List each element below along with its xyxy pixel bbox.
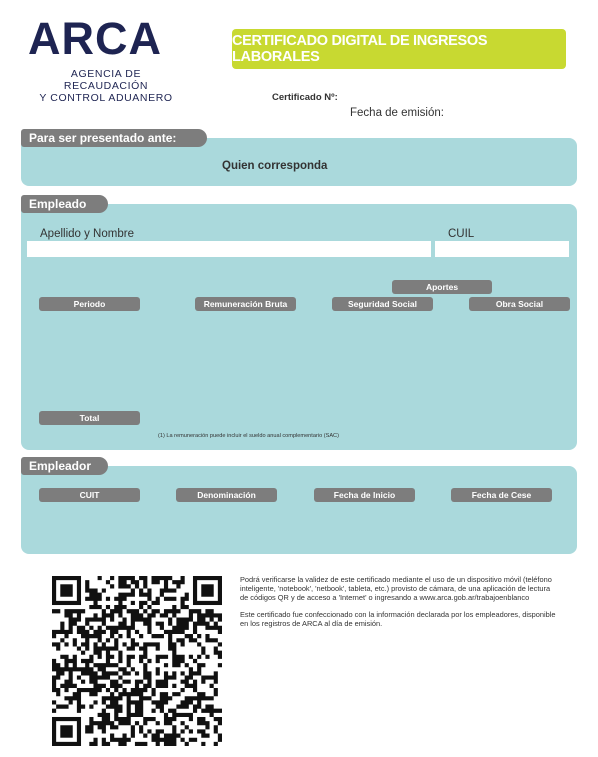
empleador-tab: Empleador	[21, 457, 108, 475]
remuneration-footnote: (1) La remuneración puede incluir el sueldo anual complementario (SAC)	[158, 433, 339, 439]
qr-finder-pattern	[193, 576, 222, 605]
cuil-field	[435, 241, 569, 257]
aportes-header: Aportes	[392, 280, 492, 294]
column-fecha-inicio: Fecha de Inicio	[314, 488, 415, 502]
agency-subtitle-line1: AGENCIA DE RECAUDACIÓN	[63, 68, 149, 92]
arca-logo: ARCA	[28, 13, 162, 64]
qr-code-graphic	[52, 576, 222, 746]
agency-subtitle	[28, 68, 184, 104]
agency-subtitle-line2: Y CONTROL ADUANERO	[39, 92, 173, 104]
column-fecha-cese: Fecha de Cese	[451, 488, 552, 502]
cuil-label: CUIL	[448, 228, 475, 240]
qr-code-icon	[52, 576, 222, 746]
qr-finder-pattern	[52, 717, 81, 746]
total-label: Total	[39, 411, 140, 425]
certificate-number-label: Certificado Nº:	[272, 92, 338, 103]
emission-date-label: Fecha de emisión:	[350, 107, 444, 119]
column-periodo: Periodo	[39, 297, 140, 311]
column-remuneracion-bruta: Remuneración Bruta	[195, 297, 296, 311]
presentado-value: Quien corresponda	[222, 160, 328, 172]
verification-text: Podrá verificarse la validez de este certificado mediante el uso de un dispositivo móvil (teléfono inteligente, 'notebook', 'netbook', tableta, etc.) provisto de cámara, de una aplicación de lectura de códigos QR y de acceso a 'Internet' o ingresando a www.arca.gob.ar/trabajoenblanco	[240, 575, 552, 602]
name-label: Apellido y Nombre	[40, 228, 134, 240]
column-denominacion: Denominación	[176, 488, 277, 502]
name-field	[27, 241, 431, 257]
empleado-tab: Empleado	[21, 195, 108, 213]
qr-finder-pattern	[52, 576, 81, 605]
column-cuit: CUIT	[39, 488, 140, 502]
disclaimer-text: Este certificado fue confeccionado con la información declarada por los empleadores, disponible en los registros de ARCA al día de emisión.	[240, 610, 556, 629]
column-seguridad-social: Seguridad Social	[332, 297, 433, 311]
empleador-panel	[21, 466, 577, 554]
column-obra-social: Obra Social	[469, 297, 570, 311]
verification-text-block	[240, 576, 560, 629]
presentado-tab: Para ser presentado ante:	[21, 129, 207, 147]
certificate-title-banner: CERTIFICADO DIGITAL DE INGRESOS LABORALES	[232, 29, 566, 69]
